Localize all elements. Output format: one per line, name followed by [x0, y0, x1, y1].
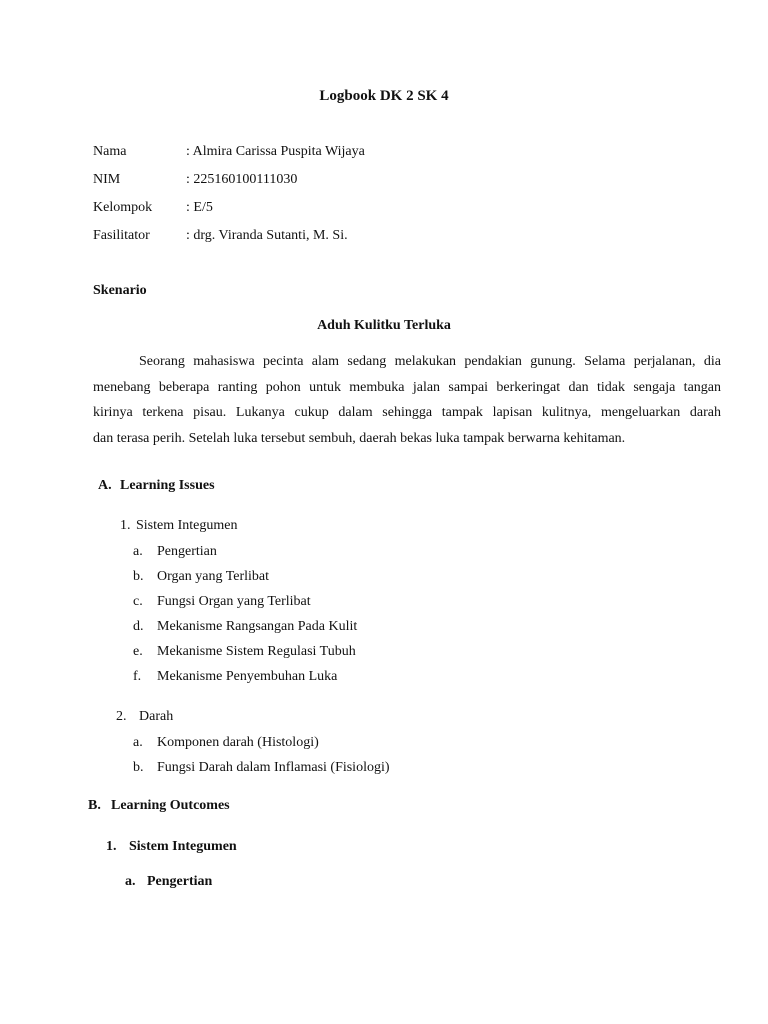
topic-2-marker: 2.: [116, 709, 127, 724]
topic-1-marker: 1.: [120, 518, 131, 533]
topic-1-item-marker: c.: [133, 594, 143, 609]
section-a-heading: Learning Issues: [120, 478, 215, 493]
identity-value-nim: : 225160100111030: [186, 172, 298, 187]
document-title: Logbook DK 2 SK 4: [319, 88, 449, 104]
topic-2-item-text: Komponen darah (Histologi): [157, 735, 319, 750]
identity-value-kelompok: : E/5: [186, 200, 213, 215]
topic-1-item-text: Mekanisme Rangsangan Pada Kulit: [157, 619, 358, 634]
outcome-subtopic-marker: a.: [125, 874, 136, 889]
topic-2-item-text: Fungsi Darah dalam Inflamasi (Fisiologi): [157, 760, 390, 775]
identity-label-kelompok: Kelompok: [93, 200, 153, 215]
topic-1-item-text: Mekanisme Sistem Regulasi Tubuh: [157, 644, 356, 659]
topic-1-item-marker: d.: [133, 619, 144, 634]
topic-1-title: Sistem Integumen: [136, 518, 238, 533]
identity-value-fasilitator: : drg. Viranda Sutanti, M. Si.: [186, 228, 348, 243]
topic-1-item-marker: e.: [133, 644, 143, 659]
scenario-paragraph: [93, 349, 721, 451]
section-a-marker: A.: [98, 478, 112, 493]
scenario-line-3: kirinya terkena pisau. Lukanya cukup dalam sehingga tampak lapisan kulitnya, mengeluarkan darah: [93, 405, 721, 420]
topic-1-item-text: Fungsi Organ yang Terlibat: [157, 594, 311, 609]
scenario-title: Aduh Kulitku Terluka: [317, 318, 451, 333]
section-b-marker: B.: [88, 798, 101, 813]
topic-2-item-marker: b.: [133, 760, 144, 775]
topic-1-item-marker: f.: [133, 669, 142, 684]
scenario-line-1: Seorang mahasiswa pecinta alam sedang melakukan pendakian gunung. Selama perjalanan, dia: [139, 354, 721, 369]
outcome-topic-title: Sistem Integumen: [129, 839, 237, 854]
topic-1-item-text: Organ yang Terlibat: [157, 569, 270, 584]
topic-1-item-text: Mekanisme Penyembuhan Luka: [157, 669, 338, 684]
topic-1-item-marker: a.: [133, 544, 143, 559]
outcome-topic-marker: 1.: [106, 839, 117, 854]
scenario-heading: Skenario: [93, 283, 147, 298]
section-b-heading: Learning Outcomes: [111, 798, 230, 813]
scenario-line-2: menebang beberapa ranting pohon untuk membuka jalan sampai berkeringat dan tidak sengaja tangan: [93, 379, 721, 395]
identity-label-nim: NIM: [93, 172, 121, 187]
identity-label-fasilitator: Fasilitator: [93, 228, 150, 243]
topic-2-title: Darah: [139, 709, 174, 724]
scenario-line-4: dan terasa perih. Setelah luka tersebut sembuh, daerah bekas luka tampak berwarna kehitaman.: [93, 430, 626, 446]
topic-1-item-marker: b.: [133, 569, 144, 584]
identity-value-nama: : Almira Carissa Puspita Wijaya: [186, 144, 365, 159]
outcome-subtopic-title: Pengertian: [147, 874, 213, 889]
identity-label-nama: Nama: [93, 144, 127, 159]
topic-1-item-text: Pengertian: [157, 544, 217, 559]
topic-2-item-marker: a.: [133, 735, 143, 750]
